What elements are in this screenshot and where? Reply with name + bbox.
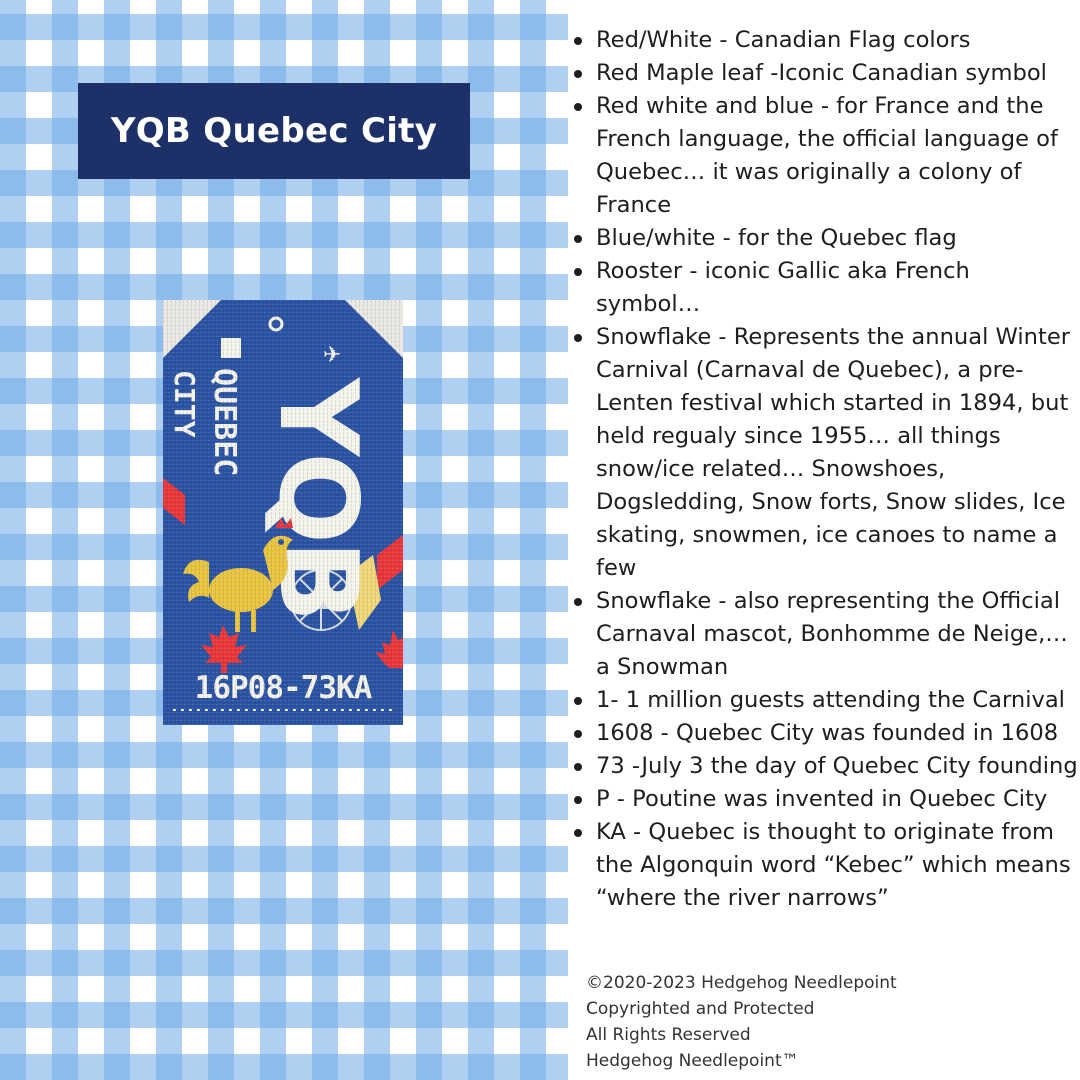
note-item: P - Poutine was invented in Quebec City	[574, 783, 1080, 816]
canvas-weave-texture	[163, 300, 403, 725]
copyright-line: ©2020-2023 Hedgehog Needlepoint	[586, 973, 897, 993]
note-item: Rooster - iconic Gallic aka French symbol…	[574, 255, 1080, 321]
note-item: Red white and blue - for France and the French language, the official language of Quebec… it was originally a colony of France	[574, 90, 1080, 222]
symbol-notes	[574, 24, 1080, 915]
title-banner	[78, 83, 470, 179]
copyright-line: All Rights Reserved	[586, 1025, 751, 1045]
note-item: KA - Quebec is thought to originate from the Algonquin word “Kebec” which means “where the river narrows”	[574, 816, 1080, 915]
note-item: Red Maple leaf -Iconic Canadian symbol	[574, 57, 1080, 90]
notes-list	[574, 24, 1080, 915]
note-item: Blue/white - for the Quebec flag	[574, 222, 1080, 255]
note-item: 1- 1 million guests attending the Carnival	[574, 684, 1080, 717]
note-item: Snowflake - Represents the annual Winter Carnival (Carnaval de Quebec), a pre-Lenten festival which started in 1894, but held regualy since 1955… all things snow/ice related… Snowshoes, Dogsledding, Snow forts, Snow slides, Ice skating, snowmen, ice canoes to name a few	[574, 321, 1080, 585]
page-title: YQB Quebec City	[110, 111, 438, 151]
luggage-tag-illustration	[163, 300, 403, 725]
needlepoint-canvas-image	[163, 300, 403, 725]
copyright-block	[586, 970, 897, 1074]
note-item: 73 -July 3 the day of Quebec City founding	[574, 750, 1080, 783]
note-item: 1608 - Quebec City was founded in 1608	[574, 717, 1080, 750]
note-item: Snowflake - also representing the Official Carnaval mascot, Bonhomme de Neige,… a Snowman	[574, 585, 1080, 684]
copyright-line: Copyrighted and Protected	[586, 999, 815, 1019]
copyright-line: Hedgehog Needlepoint™	[586, 1051, 799, 1071]
note-item: Red/White - Canadian Flag colors	[574, 24, 1080, 57]
